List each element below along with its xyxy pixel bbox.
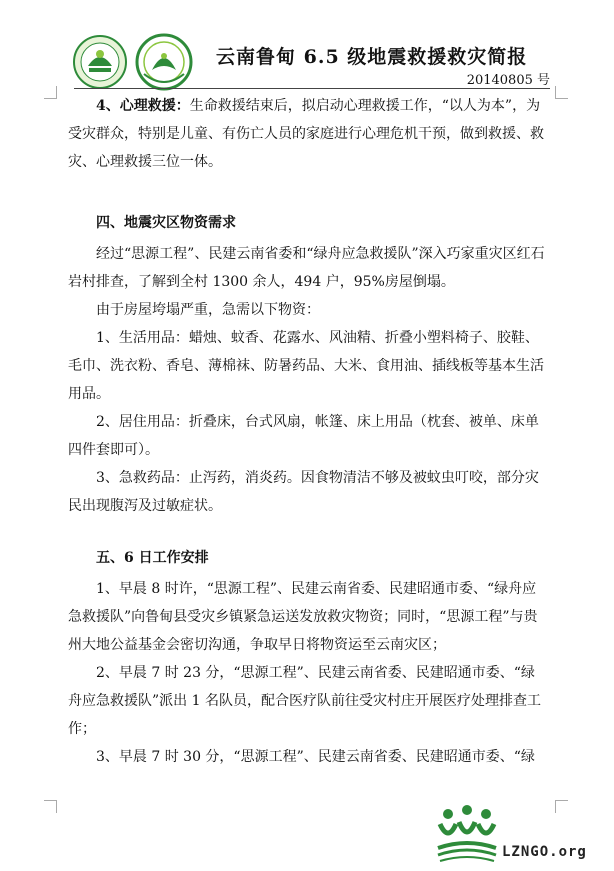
supply-item: 3、急救药品：止泻药，消炎药。因食物清洁不够及被蚊虫叮咬，部分灾民出现腹泻及过敏症状。 (68, 470, 539, 514)
work-item: 3、早晨 7 时 30 分，“思源工程”、民建云南省委、民建昭通市委、“绿 (96, 749, 535, 765)
header-divider (74, 88, 550, 89)
emergency-rescue-logo-icon (137, 35, 191, 89)
supply-item: 2、居住用品：折叠床，台式风扇，帐篷、床上用品（枕套、被单、床单四件套即可）。 (68, 414, 539, 458)
crop-mark-top-left (44, 86, 57, 99)
crop-mark-top-right (555, 86, 568, 99)
psych-rescue-label: 4、心理救援： (96, 98, 190, 114)
section4-heading: 四、地震灾区物资需求 (96, 215, 236, 231)
document-body (68, 92, 546, 771)
association-logo-icon (74, 36, 126, 88)
crop-mark-bottom-right (555, 800, 568, 813)
header-logos (72, 32, 212, 92)
lzngo-logo-icon (432, 802, 502, 866)
supply-item: 1、生活用品：蜡烛、蚊香、花露水、风油精、折叠小塑料椅子、胶鞋、毛巾、洗衣粉、香皂、薄棉袜、防暑药品、大米、食用油、插线板等基本生活用品。 (68, 330, 544, 402)
footer-site-name: LZNGO.org (502, 844, 587, 860)
work-item: 2、早晨 7 时 23 分，“思源工程”、民建云南省委、民建昭通市委、“绿舟应急救援队”派出 1 名队员，配合医疗队前往受灾村庄开展医疗处理排查工作； (68, 665, 541, 737)
work-item: 1、早晨 8 时许，“思源工程”、民建云南省委、民建昭通市委、“绿舟应急救援队”向鲁甸县受灾乡镇紧急运送发放救灾物资；同时，“思源工程”与贵州大地公益基金会密切沟通，争取早日将物资运至云南灾区； (68, 581, 538, 653)
crop-mark-bottom-left (44, 800, 57, 813)
psych-rescue-text: 生命救援结束后，拟启动心理救援工作，“以人为本”，为受灾群众，特别是儿童、有伤亡人员的家庭进行心理危机干预，做到救援、救灾、心理救援三位一体。 (68, 98, 544, 170)
section4-paragraph-1: 经过“思源工程”、民建云南省委和“绿舟应急救援队”深入巧家重灾区红石岩村排查，了解到全村 1300 余人，494 户，95%房屋倒塌。 (68, 246, 545, 290)
section4-paragraph-2: 由于房屋垮塌严重，急需以下物资： (96, 302, 320, 318)
section5-heading: 五、6 日工作安排 (96, 550, 209, 566)
bulletin-number: 20140805 号 (466, 73, 550, 88)
document-title: 云南鲁甸 6.5 级地震救援救灾简报 (216, 46, 528, 68)
psych-rescue-paragraph (68, 92, 546, 176)
